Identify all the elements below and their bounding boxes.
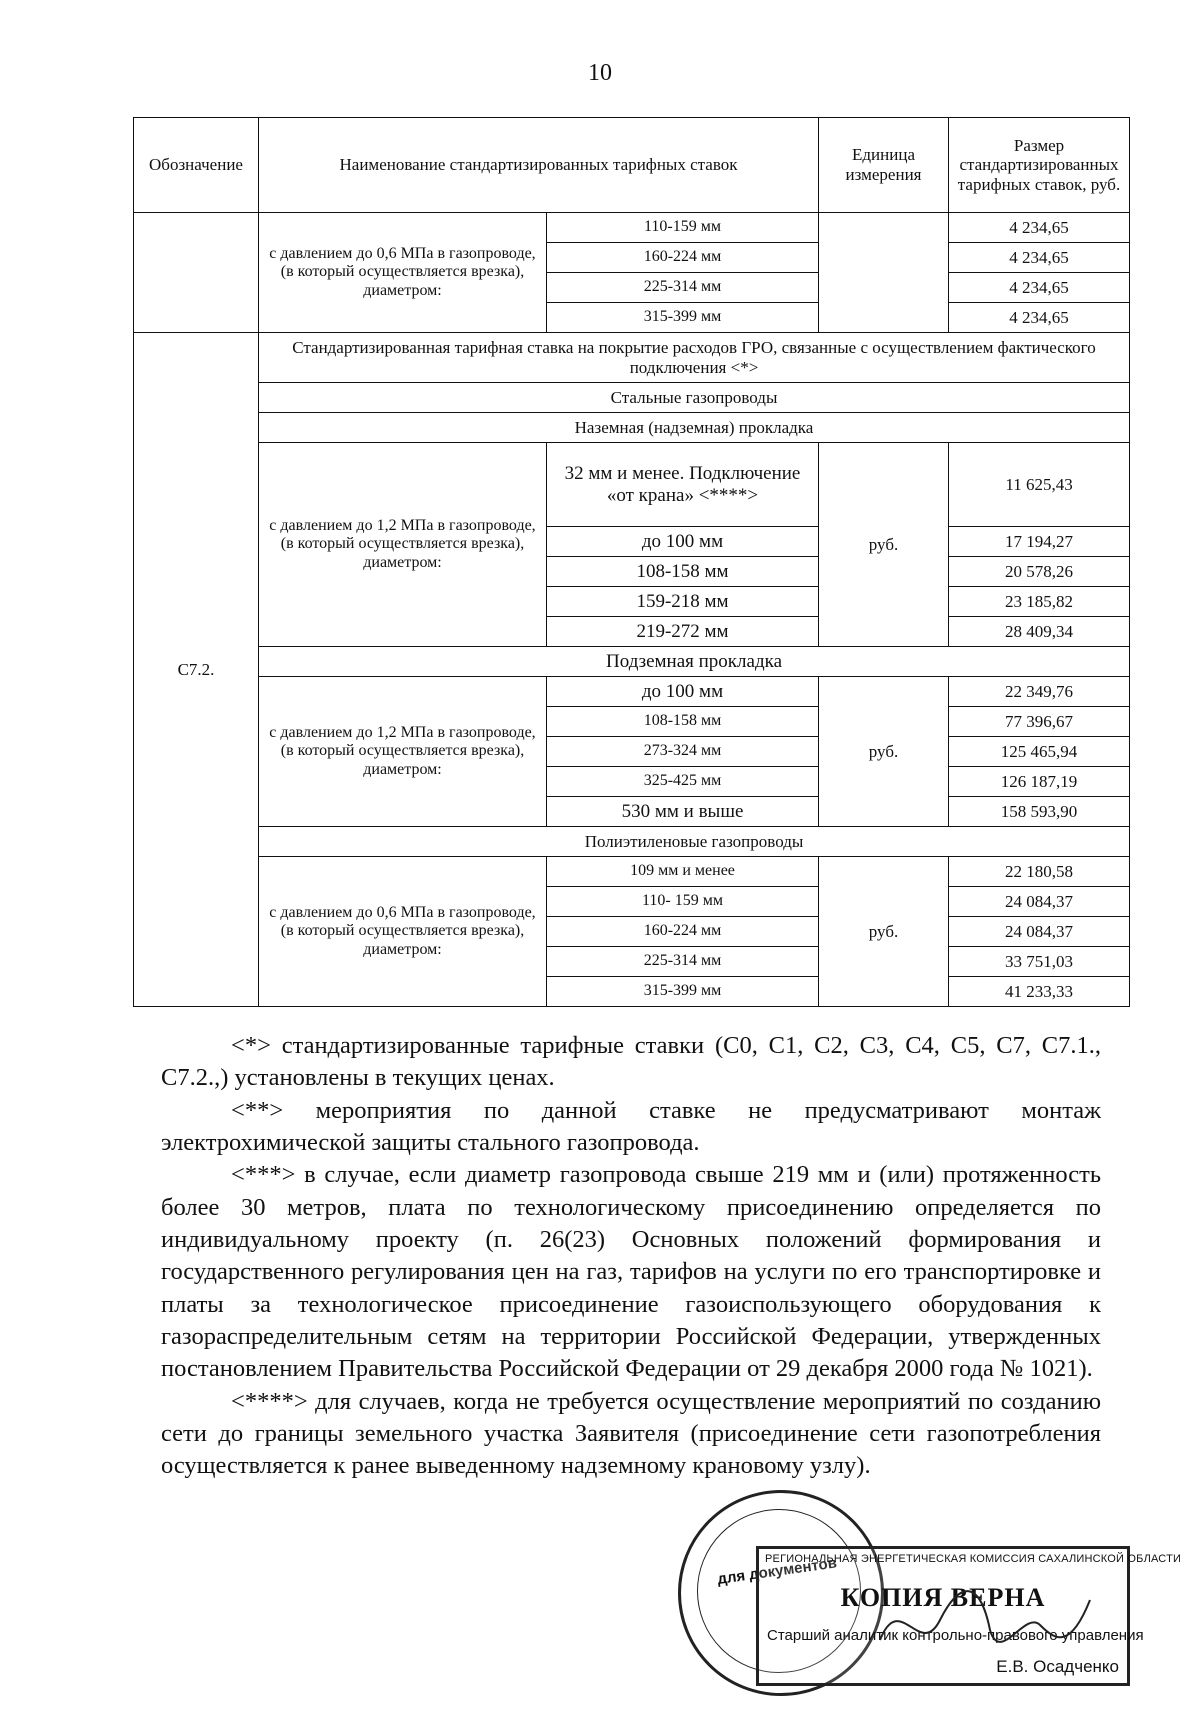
value-cell: 22 349,76 [949,677,1130,707]
value-cell: 24 084,37 [949,917,1130,947]
unit-cell-empty [819,213,949,333]
pe-title: Полиэтиленовые газопроводы [259,827,1130,857]
table-row [134,443,1130,527]
table-row [134,827,1130,857]
diameter-cell: 159-218 мм [547,587,819,617]
rate-title: Стандартизированная тарифная ставка на покрытие расходов ГРО, связанные с осуществлением фактического подключения <*> [259,333,1130,383]
signature-icon [860,1570,1100,1680]
diameter-cell: до 100 мм [547,527,819,557]
header-size: Размер стандартизированных тарифных ставок, руб. [949,118,1130,213]
diameter-cell: 225-314 мм [547,273,819,303]
header-unit: Единица измерения [819,118,949,213]
stamp-title: КОПИЯ ВЕРНА [840,1583,1046,1612]
table-row [134,677,1130,707]
footnote-4: <****> для случаев, когда не требуется осуществление мероприятий по созданию сети до границы земельного участка Заявителя (присоединение сети газопотребления осуществляется к ранее выведенному надземному крановому узлу). [161,1387,1101,1480]
value-cell: 4 234,65 [949,243,1130,273]
diameter-cell: 160-224 мм [547,917,819,947]
tariff-table [133,117,1130,1007]
value-cell: 125 465,94 [949,737,1130,767]
unit-cell: руб. [819,857,949,1007]
header-name: Наименование стандартизированных тарифных ставок [259,118,819,213]
diameter-cell: 530 мм и выше [547,797,819,827]
value-cell: 20 578,26 [949,557,1130,587]
value-cell: 158 593,90 [949,797,1130,827]
stamp-signer-name: Е.В. Осадченко [996,1657,1119,1676]
group-label: с давлением до 1,2 МПа в газопроводе, (в который осуществляется врезка), диаметром: [259,443,547,647]
diameter-cell: 315-399 мм [547,303,819,333]
header-designation: Обозначение [134,118,259,213]
value-cell: 11 625,43 [949,443,1130,527]
seal-text: для документов [716,1554,838,1588]
value-cell: 4 234,65 [949,303,1130,333]
footnote-1: <*> стандартизированные тарифные ставки (С0, С1, С2, С3, С4, С5, С7, С7.1., С7.2.,) установлены в текущих ценах. [161,1032,1101,1092]
value-cell: 23 185,82 [949,587,1130,617]
group-label: с давлением до 0,6 МПа в газопроводе, (в который осуществляется врезка), диаметром: [259,213,547,333]
diameter-cell: 110-159 мм [547,213,819,243]
diameter-cell: 160-224 мм [547,243,819,273]
diameter-cell: 219-272 мм [547,617,819,647]
table-header-row [134,118,1130,213]
value-cell: 77 396,67 [949,707,1130,737]
footnote-2: <**> мероприятия по данной ставке не предусматривают монтаж электрохимической защиты стального газопровода. [161,1096,1101,1156]
diameter-cell: 32 мм и менее. Подключение «от крана» <****> [547,443,819,527]
above-ground-title: Наземная (надземная) прокладка [259,413,1130,443]
value-cell: 126 187,19 [949,767,1130,797]
steel-title: Стальные газопроводы [259,383,1130,413]
value-cell: 17 194,27 [949,527,1130,557]
stamp-organization: РЕГИОНАЛЬНАЯ ЭНЕРГЕТИЧЕСКАЯ КОМИССИЯ САХАЛИНСКОЙ ОБЛАСТИ [765,1553,1182,1565]
footnotes [161,1030,1101,1483]
value-cell: 28 409,34 [949,617,1130,647]
value-cell: 4 234,65 [949,273,1130,303]
unit-cell: руб. [819,677,949,827]
table-row [134,213,1130,243]
table-row [134,647,1130,677]
value-cell: 4 234,65 [949,213,1130,243]
value-cell: 41 233,33 [949,977,1130,1007]
group-label: с давлением до 0,6 МПа в газопроводе, (в который осуществляется врезка), диаметром: [259,857,547,1007]
unit-cell: руб. [819,443,949,647]
diameter-cell: 315-399 мм [547,977,819,1007]
table-row [134,857,1130,887]
table-row [134,383,1130,413]
footnote-3: <***> в случае, если диаметр газопровода свыше 219 мм и (или) протяженность более 30 метров, плата по технологическому присоединению определяется по индивидуальному проекту (п. 26(23) Основных положений формирования и государственного регулирования цен на газ, тарифов на услуги по его транспортировке и платы за технологическое присоединение газоиспользующего оборудования к газораспределительным сетям на территории Российской Федерации, утвержденных постановлением Правительства Российской Федерации от 29 декабря 2000 года № 1021). [161,1161,1101,1383]
diameter-cell: 273-324 мм [547,737,819,767]
underground-title: Подземная прокладка [259,647,1130,677]
diameter-cell: 110- 159 мм [547,887,819,917]
group-label: с давлением до 1,2 МПа в газопроводе, (в который осуществляется врезка), диаметром: [259,677,547,827]
diameter-cell: до 100 мм [547,677,819,707]
value-cell: 33 751,03 [949,947,1130,977]
diameter-cell: 108-158 мм [547,707,819,737]
diameter-cell: 225-314 мм [547,947,819,977]
code-c72: С7.2. [134,333,259,1007]
page-number: 10 [588,60,612,86]
table-row [134,413,1130,443]
value-cell: 24 084,37 [949,887,1130,917]
value-cell: 22 180,58 [949,857,1130,887]
designation-cell-empty [134,213,259,333]
diameter-cell: 325-425 мм [547,767,819,797]
diameter-cell: 108-158 мм [547,557,819,587]
diameter-cell: 109 мм и менее [547,857,819,887]
table-row [134,333,1130,383]
stamp-position: Старший аналитик контрольно-правового управления [767,1627,1144,1644]
